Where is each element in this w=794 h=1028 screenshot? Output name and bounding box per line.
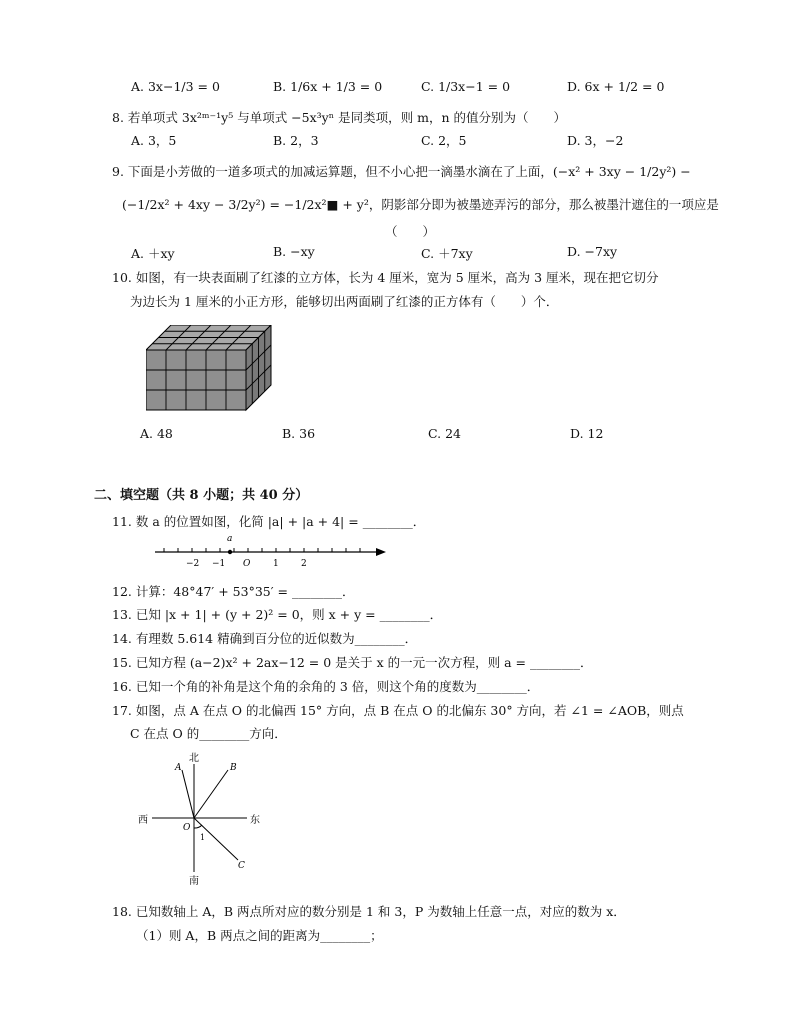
compass-west-label: 西: [138, 815, 148, 826]
tick-label-2: 2: [301, 559, 307, 569]
q10-option-b: B. 36: [282, 426, 316, 441]
q10-stem-line1: 10. 如图，有一块表面刷了红漆的立方体，长为 4 厘米，宽为 5 厘米，高为 3 厘米，现在把它切分: [112, 270, 659, 285]
q16-stem: 16. 已知一个角的补角是这个角的余角的 3 倍，则这个角的度数为________．: [112, 679, 540, 694]
q8-stem: 8. 若单项式 3x²ᵐ⁻¹y⁵ 与单项式 −5x³yⁿ 是同类项，则 m，n 的值分别为（ ）: [112, 110, 566, 125]
q9-stem-line1: 9. 下面是小芳做的一道多项式的加减运算题，但不小心把一滴墨水滴在了上面，(−x² + 3xy − 1/2y²) −: [112, 164, 691, 179]
compass-south-label: 南: [189, 876, 199, 887]
q10-option-a: A. 48: [140, 426, 173, 441]
q8-option-c: C. 2，5: [421, 133, 467, 148]
q7-option-d: D. 6x + 1/2 = 0: [567, 79, 665, 94]
q17-stem-line2: C 在点 O 的________方向．: [130, 726, 287, 741]
number-line-figure: [150, 532, 390, 572]
tick-label-1: 1: [273, 559, 279, 569]
q17-stem-line1: 17. 如图，点 A 在点 O 的北偏西 15° 方向，点 B 在点 O 的北偏东 30° 方向，若 ∠1 = ∠AOB，则点: [112, 703, 684, 718]
cuboid-figure: [146, 325, 276, 413]
q12-stem: 12. 计算：48°47′ + 53°35′ = ________．: [112, 584, 355, 599]
q10-stem-line2: 为边长为 1 厘米的小正方形，能够切出两面刷了红漆的正方体有（ ）个．: [130, 294, 559, 309]
q9-option-b: B. −xy: [273, 244, 315, 259]
compass-point-a-label: A: [175, 763, 182, 773]
compass-point-c-label: C: [238, 861, 245, 871]
q13-stem: 13. 已知 |x + 1| + (y + 2)² = 0，则 x + y = ________．: [112, 607, 443, 622]
q9-stem-line2: (−1/2x² + 4xy − 3/2y²) = −1/2x²■ + y²，阴影部分即为被墨迹弄污的部分，那么被墨汁遮住的一项应是: [122, 197, 719, 212]
q9-option-c: C. ＋7xy: [421, 246, 473, 261]
q9-stem-line3: （ ）: [385, 224, 436, 239]
tick-label-neg1: −1: [212, 559, 226, 569]
q15-stem: 15. 已知方程 (a−2)x² + 2ax−12 = 0 是关于 x 的一元一次方程，则 a = ________．: [112, 655, 593, 670]
q14-stem: 14. 有理数 5.614 精确到百分位的近似数为________．: [112, 631, 418, 646]
q9-option-d: D. −7xy: [567, 244, 618, 259]
q9-option-a: A. ＋xy: [131, 246, 175, 261]
tick-label-origin: O: [243, 559, 251, 569]
q8-option-d: D. 3，−2: [567, 133, 624, 148]
q7-option-a: A. 3x−1/3 = 0: [131, 79, 220, 94]
compass-point-b-label: B: [230, 763, 237, 773]
compass-origin-label: O: [183, 823, 191, 833]
q8-option-b: B. 2，3: [273, 133, 319, 148]
q10-option-d: D. 12: [570, 426, 604, 441]
q10-option-c: C. 24: [428, 426, 461, 441]
q7-option-c: C. 1/3x−1 = 0: [421, 79, 511, 94]
number-line-point-label: a: [227, 534, 233, 544]
q7-option-b: B. 1/6x + 1/3 = 0: [273, 79, 383, 94]
compass-east-label: 东: [250, 815, 260, 826]
compass-figure: [132, 748, 272, 888]
q8-option-a: A. 3，5: [131, 133, 177, 148]
q18-subquestion-1: （1）则 A，B 两点之间的距离为________；: [136, 928, 383, 943]
compass-angle-label: 1: [200, 833, 206, 842]
q18-stem: 18. 已知数轴上 A，B 两点所对应的数分别是 1 和 3，P 为数轴上任意一点，对应的数为 x．: [112, 904, 626, 919]
section-heading-fill-in: 二、填空题（共 8 小题；共 40 分）: [94, 488, 309, 503]
number-line-point-a: [228, 550, 232, 554]
tick-label-neg2: −2: [186, 559, 200, 569]
q11-stem: 11. 数 a 的位置如图，化简 |a| + |a + 4| = ________．: [112, 514, 426, 529]
compass-north-label: 北: [189, 753, 199, 764]
